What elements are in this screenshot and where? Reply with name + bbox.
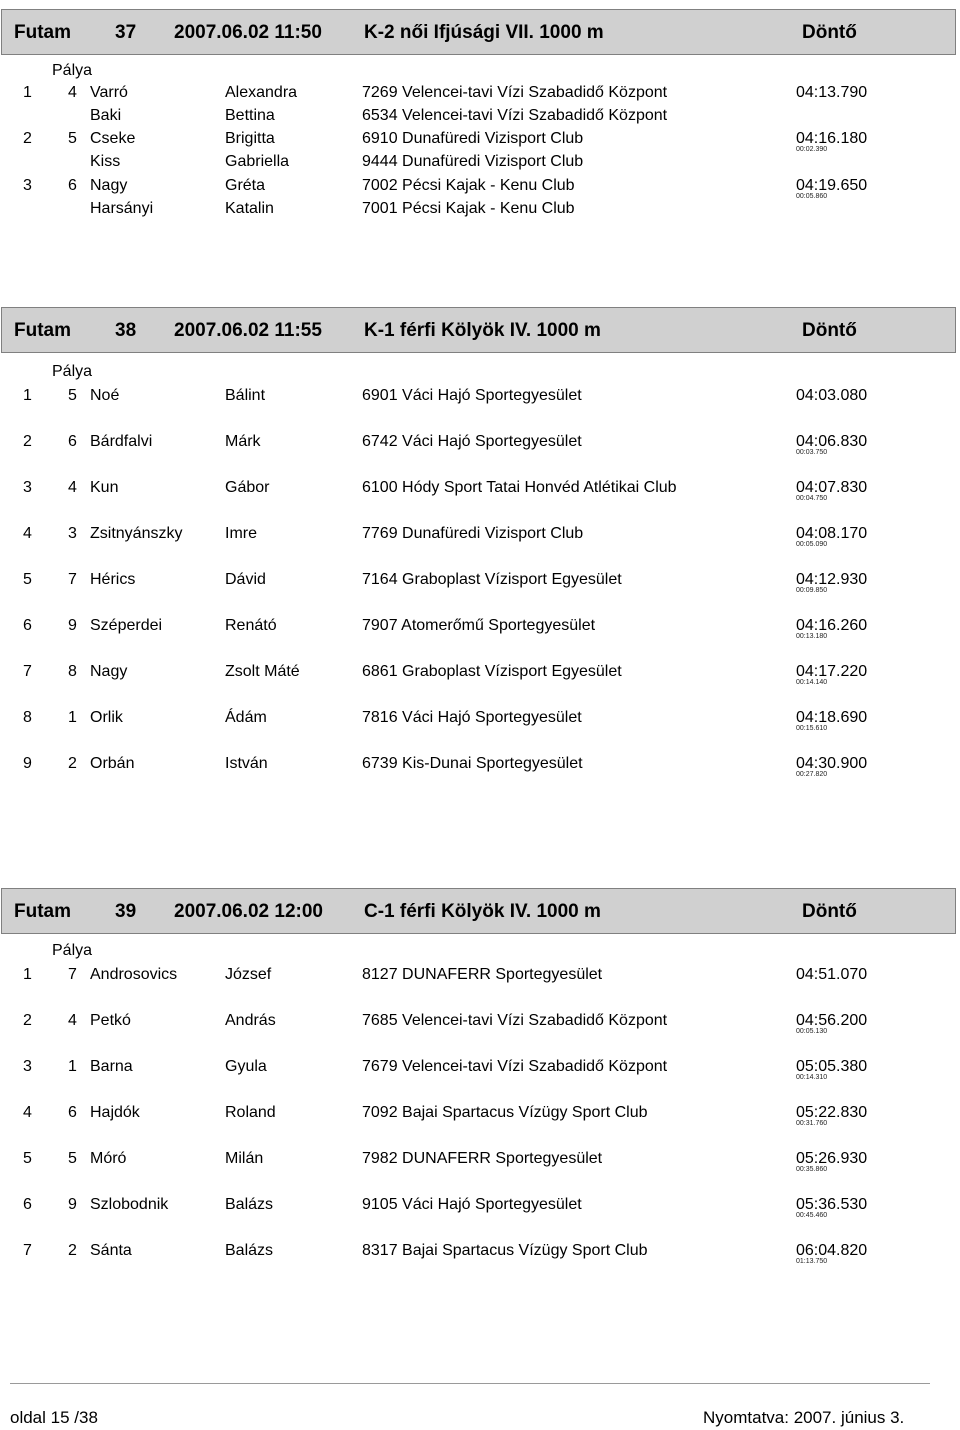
last-name: Széperdei (90, 617, 163, 634)
first-name: Imre (225, 525, 257, 542)
finish-time: 05:26.930 (796, 1150, 868, 1167)
lane: 7 (68, 571, 77, 588)
last-name: Orbán (90, 755, 135, 772)
club: 6901 Váci Hajó Sportegyesület (362, 387, 582, 404)
last-name: Nagy (90, 177, 128, 194)
first-name: Milán (225, 1150, 264, 1167)
result-row (0, 130, 960, 154)
last-name: Móró (90, 1150, 127, 1167)
first-name: Bettina (225, 107, 275, 124)
race-datetime: 2007.06.02 11:50 (174, 22, 322, 43)
last-name: Hérics (90, 571, 136, 588)
race-datetime: 2007.06.02 12:00 (174, 901, 323, 922)
lane: 4 (68, 84, 77, 101)
last-name: Nagy (90, 663, 128, 680)
place: 1 (23, 966, 32, 983)
club: 7092 Bajai Spartacus Vízügy Sport Club (362, 1104, 648, 1121)
result-row (0, 1150, 960, 1174)
time-difference: 00:02.390 (796, 146, 828, 153)
race-header (1, 9, 956, 55)
first-name: Zsolt Máté (225, 663, 300, 680)
finish-time: 04:06.830 (796, 433, 868, 450)
result-row (0, 1012, 960, 1036)
finish-time: 04:12.930 (796, 571, 868, 588)
print-date: Nyomtatva: 2007. június 3. (703, 1408, 905, 1427)
result-row (0, 966, 960, 990)
time-difference: 00:05.090 (796, 541, 828, 548)
time-difference: 00:05.860 (796, 193, 828, 200)
place: 2 (23, 433, 32, 450)
place: 1 (23, 84, 32, 101)
finish-time: 04:51.070 (796, 966, 868, 983)
race-event: K-2 női Ifjúsági VII. 1000 m (364, 22, 604, 43)
race-number: 37 (115, 22, 137, 43)
first-name: Gréta (225, 177, 266, 194)
place: 8 (23, 709, 32, 726)
first-name: Ádám (225, 709, 267, 726)
club: 7685 Velencei-tavi Vízi Szabadidő Központ (362, 1012, 668, 1029)
finish-time: 04:18.690 (796, 709, 868, 726)
club: 6739 Kis-Dunai Sportegyesület (362, 755, 583, 772)
first-name: István (225, 755, 268, 772)
result-row (0, 107, 960, 131)
club: 8317 Bajai Spartacus Vízügy Sport Club (362, 1242, 648, 1259)
finish-time: 04:19.650 (796, 177, 868, 194)
first-name: Brigitta (225, 130, 275, 147)
race-event: C-1 férfi Kölyök IV. 1000 m (364, 901, 601, 922)
result-row (0, 387, 960, 411)
last-name: Sánta (90, 1242, 132, 1259)
lane: 2 (68, 755, 77, 772)
race-final-label: Döntő (802, 320, 857, 341)
finish-time: 04:13.790 (796, 84, 868, 101)
place: 3 (23, 1058, 32, 1075)
result-row (0, 709, 960, 733)
first-name: Balázs (225, 1242, 274, 1259)
place: 6 (23, 617, 32, 634)
result-row (0, 1196, 960, 1220)
lane: 9 (68, 617, 77, 634)
last-name: Varró (90, 84, 128, 101)
first-name: Renátó (225, 617, 277, 634)
lane: 5 (68, 130, 77, 147)
place: 2 (23, 1012, 32, 1029)
lane: 6 (68, 433, 77, 450)
club: 7164 Graboplast Vízisport Egyesület (362, 571, 622, 588)
time-difference: 01:13.750 (796, 1258, 828, 1265)
last-name: Zsitnyánszky (90, 525, 183, 542)
first-name: Gabriella (225, 153, 290, 170)
first-name: András (225, 1012, 276, 1029)
footer-divider (10, 1383, 930, 1384)
result-row (0, 571, 960, 595)
club: 7907 Atomerőmű Sportegyesület (362, 617, 596, 634)
finish-time: 04:30.900 (796, 755, 868, 772)
lane: 5 (68, 1150, 77, 1167)
result-row (0, 84, 960, 108)
place: 4 (23, 525, 32, 542)
lane: 4 (68, 1012, 77, 1029)
result-row (0, 1058, 960, 1082)
time-difference: 00:14.140 (796, 679, 828, 686)
lane: 9 (68, 1196, 77, 1213)
lane: 1 (68, 1058, 77, 1075)
finish-time: 05:36.530 (796, 1196, 868, 1213)
lane: 1 (68, 709, 77, 726)
place: 1 (23, 387, 32, 404)
club: 7679 Velencei-tavi Vízi Szabadidő Központ (362, 1058, 668, 1075)
club: 8127 DUNAFERR Sportegyesület (362, 966, 603, 983)
place: 3 (23, 177, 32, 194)
club: 7002 Pécsi Kajak - Kenu Club (362, 177, 575, 194)
first-name: Alexandra (225, 84, 298, 101)
club: 6742 Váci Hajó Sportegyesület (362, 433, 582, 450)
finish-time: 04:08.170 (796, 525, 868, 542)
place: 2 (23, 130, 32, 147)
page-number: oldal 15 /38 (10, 1408, 98, 1427)
finish-time: 06:04.820 (796, 1242, 868, 1259)
place: 4 (23, 1104, 32, 1121)
first-name: Balázs (225, 1196, 274, 1213)
place: 5 (23, 571, 32, 588)
first-name: József (225, 966, 272, 983)
last-name: Noé (90, 387, 120, 404)
place: 5 (23, 1150, 32, 1167)
place: 6 (23, 1196, 32, 1213)
result-row (0, 663, 960, 687)
place: 7 (23, 1242, 32, 1259)
result-row (0, 200, 960, 224)
lane-column-header: Pálya (52, 942, 93, 959)
result-row (0, 177, 960, 201)
first-name: Dávid (225, 571, 266, 588)
race-final-label: Döntő (802, 901, 857, 922)
last-name: Petkó (90, 1012, 131, 1029)
time-difference: 00:13.180 (796, 633, 828, 640)
last-name: Orlik (90, 709, 123, 726)
finish-time: 04:17.220 (796, 663, 868, 680)
result-row (0, 433, 960, 457)
finish-time: 04:56.200 (796, 1012, 868, 1029)
finish-time: 04:03.080 (796, 387, 868, 404)
place: 9 (23, 755, 32, 772)
finish-time: 04:16.180 (796, 130, 868, 147)
last-name: Harsányi (90, 200, 154, 217)
club: 6861 Graboplast Vízisport Egyesület (362, 663, 622, 680)
futam-label: Futam (14, 22, 71, 43)
lane: 7 (68, 966, 77, 983)
lane: 4 (68, 479, 77, 496)
club: 9444 Dunafüredi Vizisport Club (362, 153, 584, 170)
last-name: Androsovics (90, 966, 178, 983)
first-name: Márk (225, 433, 261, 450)
time-difference: 00:05.130 (796, 1028, 828, 1035)
time-difference: 00:27.820 (796, 771, 828, 778)
time-difference: 00:14.310 (796, 1074, 828, 1081)
club: 9105 Váci Hajó Sportegyesület (362, 1196, 582, 1213)
time-difference: 00:45.460 (796, 1212, 828, 1219)
time-difference: 00:03.750 (796, 449, 828, 456)
club: 6910 Dunafüredi Vizisport Club (362, 130, 584, 147)
club: 7001 Pécsi Kajak - Kenu Club (362, 200, 575, 217)
last-name: Cseke (90, 130, 136, 147)
finish-time: 04:16.260 (796, 617, 868, 634)
result-row (0, 479, 960, 503)
result-row (0, 755, 960, 779)
futam-label: Futam (14, 901, 71, 922)
lane: 3 (68, 525, 77, 542)
place: 3 (23, 479, 32, 496)
lane: 6 (68, 1104, 77, 1121)
race-header (1, 888, 956, 934)
first-name: Katalin (225, 200, 274, 217)
lane: 8 (68, 663, 77, 680)
first-name: Gyula (225, 1058, 267, 1075)
last-name: Bárdfalvi (90, 433, 153, 450)
last-name: Szlobodnik (90, 1196, 169, 1213)
race-number: 38 (115, 320, 137, 341)
club: 6534 Velencei-tavi Vízi Szabadidő Központ (362, 107, 668, 124)
last-name: Hajdók (90, 1104, 140, 1121)
result-row (0, 525, 960, 549)
race-event: K-1 férfi Kölyök IV. 1000 m (364, 320, 601, 341)
lane: 6 (68, 177, 77, 194)
last-name: Baki (90, 107, 122, 124)
finish-time: 05:22.830 (796, 1104, 868, 1121)
time-difference: 00:04.750 (796, 495, 828, 502)
last-name: Kun (90, 479, 119, 496)
first-name: Bálint (225, 387, 266, 404)
club: 7816 Váci Hajó Sportegyesület (362, 709, 582, 726)
finish-time: 04:07.830 (796, 479, 868, 496)
futam-label: Futam (14, 320, 71, 341)
race-header (1, 307, 956, 353)
last-name: Barna (90, 1058, 133, 1075)
result-row (0, 617, 960, 641)
finish-time: 05:05.380 (796, 1058, 868, 1075)
time-difference: 00:31.760 (796, 1120, 828, 1127)
first-name: Gábor (225, 479, 270, 496)
place: 7 (23, 663, 32, 680)
lane-column-header: Pálya (52, 62, 93, 79)
lane: 2 (68, 1242, 77, 1259)
result-row (0, 1104, 960, 1128)
race-datetime: 2007.06.02 11:55 (174, 320, 322, 341)
club: 7269 Velencei-tavi Vízi Szabadidő Központ (362, 84, 668, 101)
time-difference: 00:15.610 (796, 725, 828, 732)
lane: 5 (68, 387, 77, 404)
race-number: 39 (115, 901, 137, 922)
club: 7982 DUNAFERR Sportegyesület (362, 1150, 603, 1167)
result-row (0, 1242, 960, 1266)
race-final-label: Döntő (802, 22, 857, 43)
result-row (0, 153, 960, 177)
time-difference: 00:35.860 (796, 1166, 828, 1173)
club: 7769 Dunafüredi Vizisport Club (362, 525, 584, 542)
lane-column-header: Pálya (52, 363, 93, 380)
last-name: Kiss (90, 153, 121, 170)
time-difference: 00:09.850 (796, 587, 828, 594)
first-name: Roland (225, 1104, 276, 1121)
club: 6100 Hódy Sport Tatai Honvéd Atlétikai Club (362, 479, 677, 496)
